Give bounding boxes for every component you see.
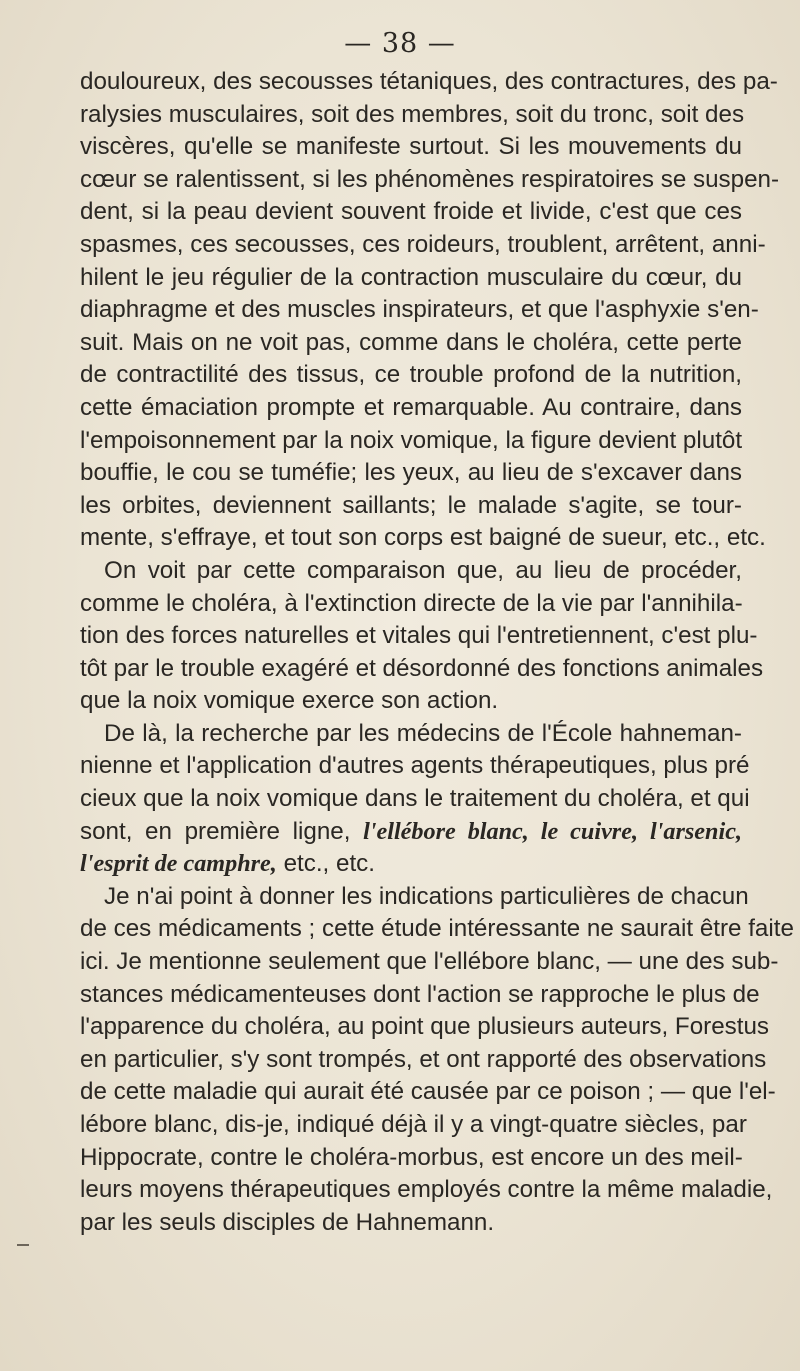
text-line: douloureux, des secousses tétaniques, des contractures, des pa- <box>80 68 778 95</box>
text-line: stances médicamenteuses dont l'action se rapproche le plus de <box>80 980 760 1008</box>
text-line <box>80 848 742 881</box>
text-line: les orbites, deviennent saillants; le malade s'agite, se tour- <box>80 491 742 519</box>
text-line: ralysies musculaires, soit des membres, soit du tronc, soit des <box>80 100 745 128</box>
text-line: l'empoisonnement par la noix vomique, la figure devient plutôt <box>80 426 743 454</box>
text-line: tion des forces naturelles et vitales qui l'entretiennent, c'est plu- <box>80 622 758 650</box>
text-line: De là, la recherche par les médecins de l'École hahneman- <box>104 719 742 747</box>
paragraph-1 <box>80 66 780 555</box>
text-line: de contractilité des tissus, ce trouble profond de la nutrition, <box>80 361 742 389</box>
margin-mark <box>17 1244 29 1246</box>
paragraph-3 <box>80 718 750 881</box>
text-line: cette émaciation prompte et remarquable. Au contraire, dans <box>80 393 742 421</box>
text-line: Hippocrate, contre le choléra-morbus, est encore un des meil- <box>80 1143 743 1171</box>
text-line: tôt par le trouble exagéré et désordonné des fonctions animales <box>80 654 764 682</box>
text-line: On voit par cette comparaison que, au lieu de procéder, <box>104 556 742 584</box>
text-run: sont, en première ligne, <box>80 817 364 845</box>
text-line: spasmes, ces secousses, ces roideurs, troublent, arrêtent, anni- <box>80 230 766 258</box>
text-line: cieux que la noix vomique dans le traitement du choléra, et qui <box>80 785 750 813</box>
text-line: suit. Mais on ne voit pas, comme dans le choléra, cette perte <box>80 328 742 356</box>
text-line: diaphragme et des muscles inspirateurs, et que l'asphyxie s'en- <box>80 296 759 324</box>
text-line: ici. Je mentionne seulement que l'ellébore blanc, — une des sub- <box>80 948 779 976</box>
text-line: comme le choléra, à l'extinction directe de la vie par l'annihila- <box>80 589 743 617</box>
italic-remedy-names: l'ellébore blanc, le cuivre, l'arsenic, <box>363 817 742 845</box>
paragraph-2 <box>80 555 764 718</box>
paragraph-4 <box>80 881 794 1240</box>
text-line: par les seuls disciples de Hahnemann. <box>80 1208 495 1236</box>
text-line: mente, s'effraye, et tout son corps est baigné de sueur, etc., etc. <box>80 524 766 552</box>
text-line: nienne et l'application d'autres agents thérapeutiques, plus pré <box>80 752 750 780</box>
text-line: leurs moyens thérapeutiques employés contre la même maladie, <box>80 1176 773 1204</box>
text-line: bouffie, le cou se tuméfie; les yeux, au lieu de s'excaver dans <box>80 459 742 487</box>
text-line: Je n'ai point à donner les indications particulières de chacun <box>104 882 749 910</box>
page-number: — 38 — <box>344 28 456 59</box>
text-line: dent, si la peau devient souvent froide et livide, c'est que ces <box>80 198 742 226</box>
text-run: etc., etc. <box>276 850 375 878</box>
text-line: cœur se ralentissent, si les phénomènes respiratoires se suspen- <box>80 165 780 193</box>
text-line <box>80 816 742 849</box>
text-line: en particulier, s'y sont trompés, et ont rapporté des observations <box>80 1045 767 1073</box>
text-line: lébore blanc, dis-je, indiqué déjà il y a vingt-quatre siècles, par <box>80 1111 747 1138</box>
text-line: que la noix vomique exerce son action. <box>80 687 499 715</box>
italic-remedy-name: l'esprit de camphre, <box>80 850 277 878</box>
text-line: viscères, qu'elle se manifeste surtout. Si les mouvements du <box>80 133 742 161</box>
text-line: de ces médicaments ; cette étude intéressante ne saurait être faite <box>80 915 794 943</box>
text-line: l'apparence du choléra, au point que plusieurs auteurs, Forestus <box>80 1013 770 1041</box>
body-text <box>80 66 794 1239</box>
text-line: hilent le jeu régulier de la contraction musculaire du cœur, du <box>80 263 742 291</box>
text-line: de cette maladie qui aurait été causée par ce poison ; — que l'el- <box>80 1078 776 1106</box>
